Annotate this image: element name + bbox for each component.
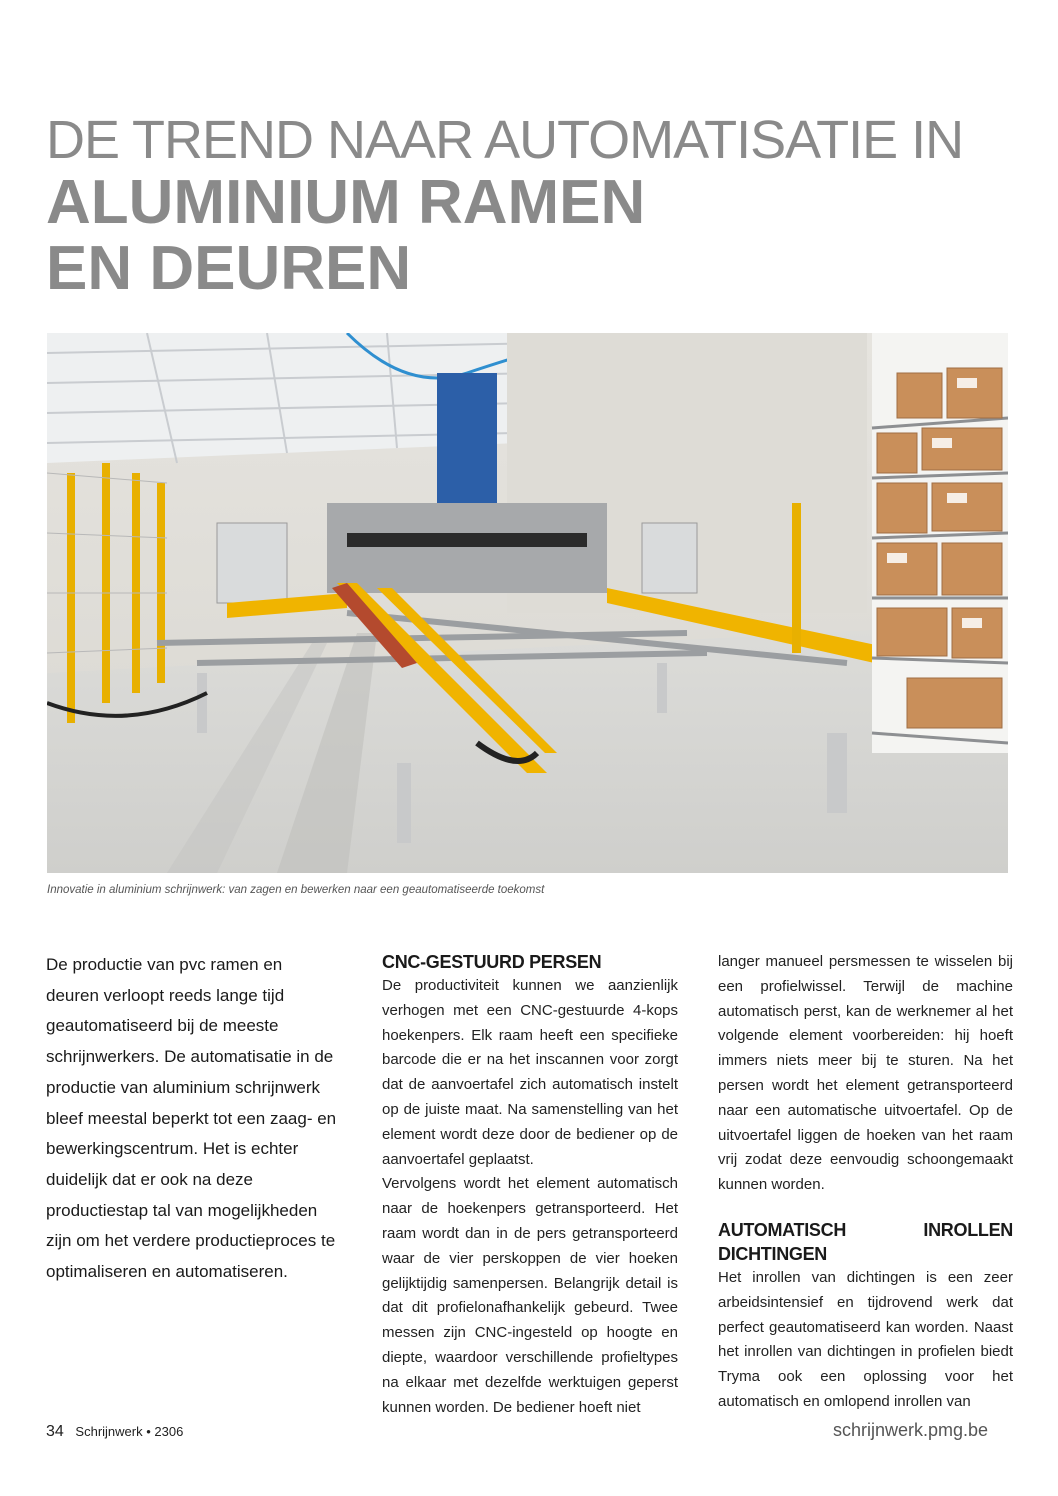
section1-heading: CNC-GESTUURD PERSEN: [382, 952, 602, 972]
intro-text: De productie van pvc ramen en deuren verloopt reeds lange tijd geautomatiseerd bij de meeste schrijnwerkers. De automatisatie in de productie van aluminium schrijnwerk bleef meestal beperkt tot een zaag- en bewerkingscentrum. Het is echter duidelijk dat er ook na deze productiestap tal van mogelijkheden zijn om het verdere productieproces te optimaliseren en automatiseren.: [46, 955, 337, 1282]
article-column-3: [718, 950, 1013, 1415]
footer-left: [46, 1423, 183, 1441]
title-line-1: DE TREND NAAR AUTOMATISATIE IN: [46, 110, 964, 170]
photo-caption: Innovatie in aluminium schrijnwerk: van zagen en bewerken naar een geautomatiseerde toekomst: [47, 884, 545, 896]
section2-paragraph-1: Het inrollen van dichtingen is een zeer arbeidsintensief en tijdrovend werk dat perfect geautomatiseerd kan worden. Naast het inrollen van dichtingen in profielen biedt Tryma ook een oplossing voor het automatisch en omlopend inrollen van: [718, 1268, 1013, 1410]
section1-paragraph-1: De productiviteit kunnen we aanzienlijk verhogen met een CNC-gestuurde 4-kops hoekenpers. Elk raam heeft een specifieke barcode die er na het inscannen voor zorgt dat de aanvoertafel zich automatisch instelt op de juiste maat. Na samenstelling van het element wordt deze door de bediener op de aanvoertafel geplaatst.: [382, 977, 678, 1168]
footer-url[interactable]: schrijnwerk.pmg.be: [832, 1420, 988, 1440]
magazine-issue: Schrijnwerk • 2306: [75, 1424, 184, 1439]
factory-production-line-photo: [47, 333, 1008, 873]
title-main: [46, 170, 645, 302]
article-column-2: [382, 950, 678, 1420]
section1-paragraph-2: Vervolgens wordt het element automatisch naar de hoekenpers getransporteerd. Het raam wordt dan in de pers getransporteerd waar de vier perskoppen de vier hoeken gelijktijdig samenpersen. Belangrijk detail is dat dit profielonafhankelijk gebeurd. Twee messen zijn CNC-ingesteld op hoogte en diepte, waardoor verschillende profieltypes na elkaar met dezelfde werktuigen geperst kunnen worden. De bediener hoeft niet: [382, 1175, 678, 1416]
title-line-3: EN DEUREN: [46, 234, 412, 303]
section1-paragraph-2-continued: langer manueel persmessen te wisselen bij een profielwissel. Terwijl de machine automatisch perst, kan de werknemer al het volgende element voorbereiden: hij hoeft immers niets meer bij te sturen. Na het persen wordt het element getransporteerd naar een automatische uitvoertafel. Op de uitvoertafel liggen de hoeken van het raam vrij zodat deze eenvoudig schoongemaakt kunnen worden.: [718, 953, 1013, 1194]
intro-column: [46, 950, 338, 1288]
page-number: 34: [46, 1423, 64, 1440]
section2-heading: AUTOMATISCH INROLLEN DICHTINGEN: [718, 1219, 1013, 1264]
title-line-2: ALUMINIUM RAMEN: [46, 168, 646, 237]
